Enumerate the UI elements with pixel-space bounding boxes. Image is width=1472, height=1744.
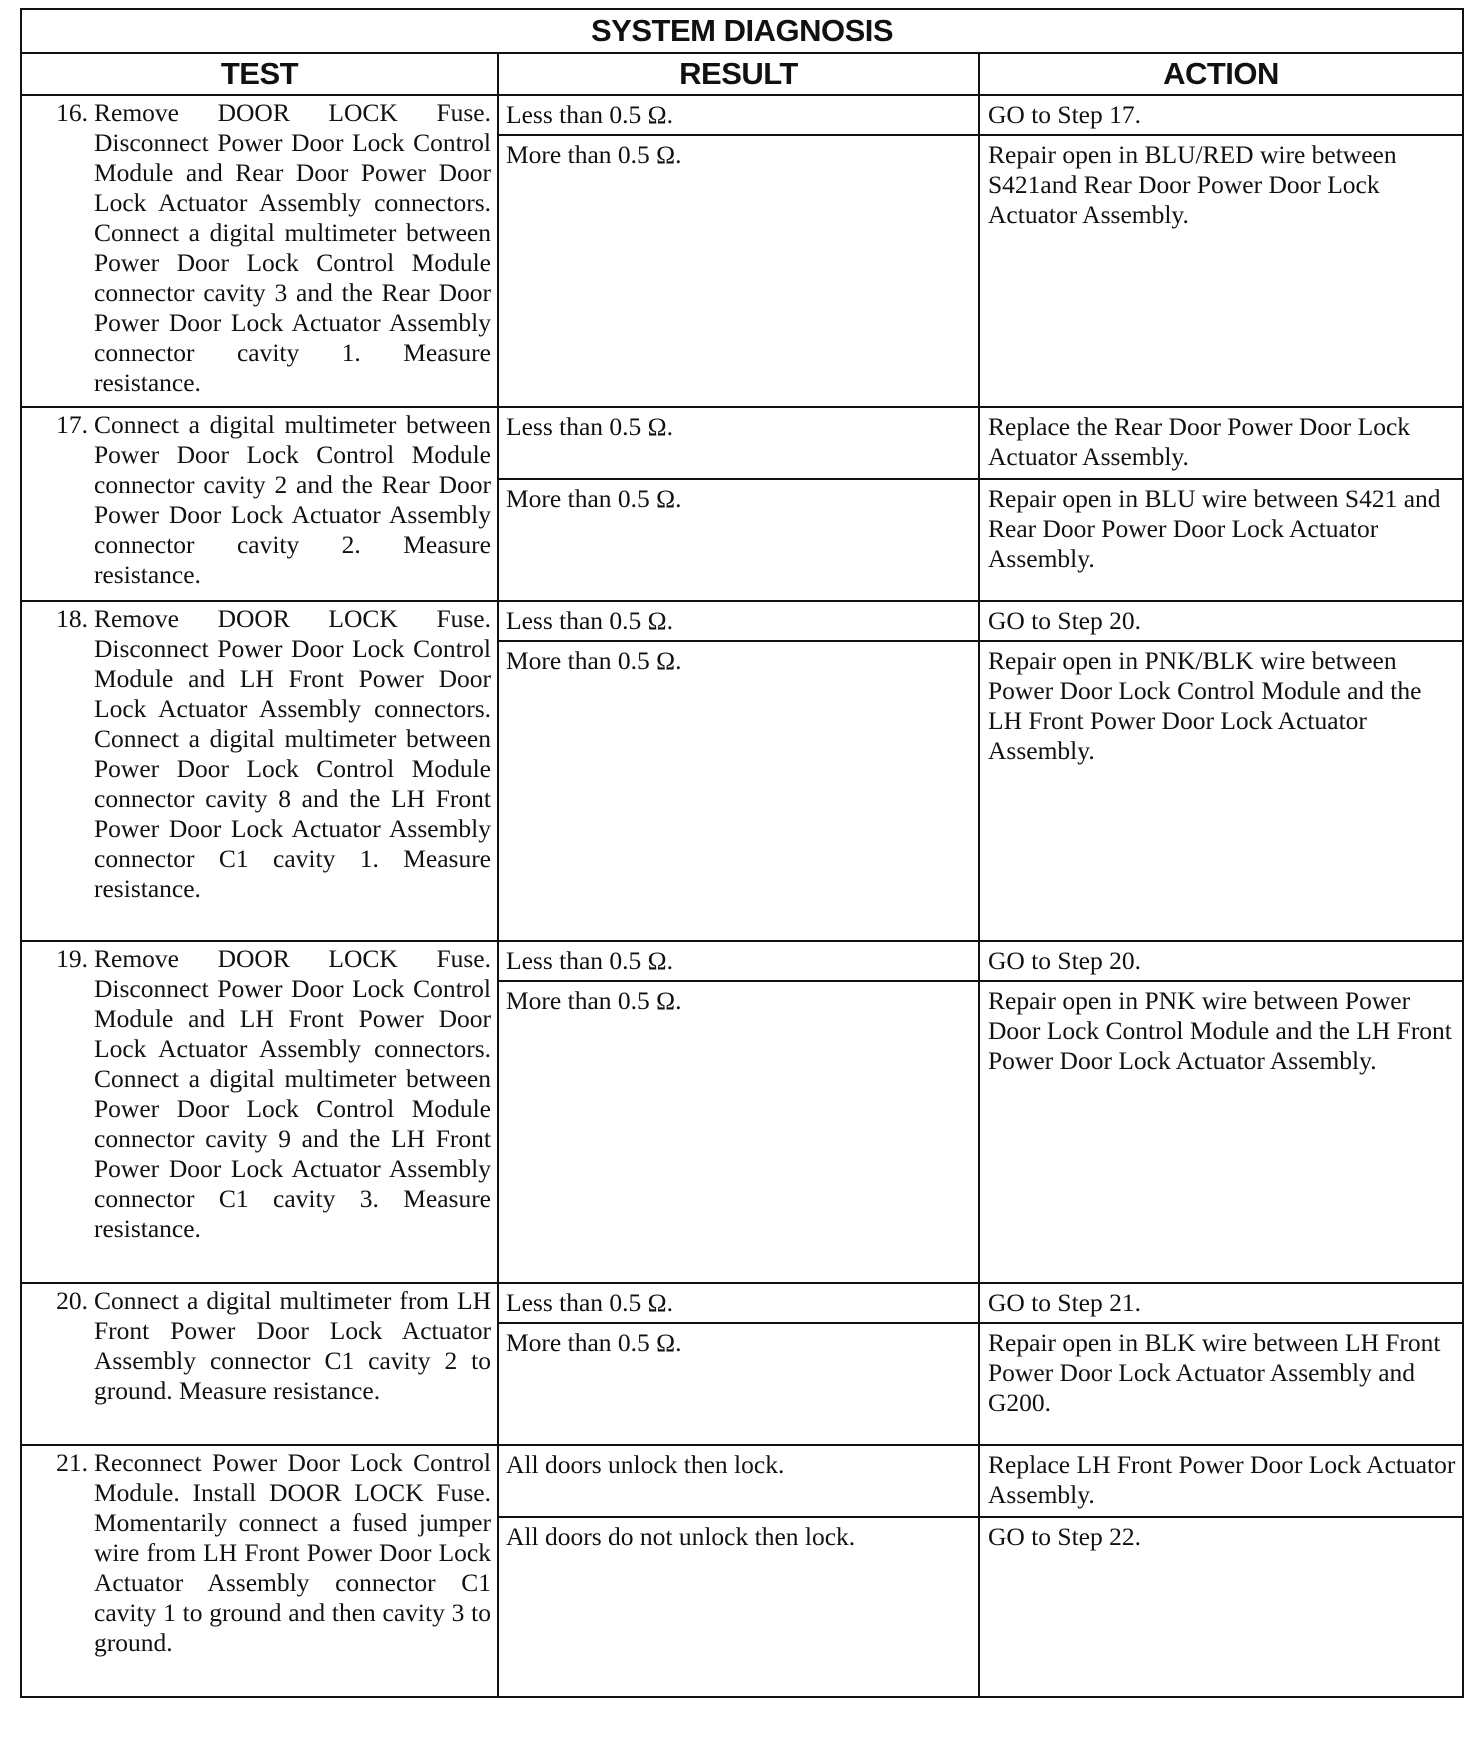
step-21-test-cell — [21, 1445, 498, 1697]
result-cell: All doors unlock then lock. — [498, 1445, 979, 1517]
result-cell: Less than 0.5 Ω. — [498, 407, 979, 479]
result-cell: More than 0.5 Ω. — [498, 1323, 979, 1445]
step-17-test-cell — [21, 407, 498, 601]
step-number: 16. — [56, 98, 88, 127]
action-cell: Replace LH Front Power Door Lock Actuator Assembly. — [979, 1445, 1463, 1517]
action-column-header: ACTION — [979, 53, 1463, 95]
result-cell: More than 0.5 Ω. — [498, 479, 979, 601]
step-number: 19. — [56, 944, 88, 973]
result-cell: Less than 0.5 Ω. — [498, 95, 979, 135]
action-cell: GO to Step 17. — [979, 95, 1463, 135]
step-19-row-a — [21, 941, 1463, 981]
action-cell: Replace the Rear Door Power Door Lock Actuator Assembly. — [979, 407, 1463, 479]
step-18-row-a — [21, 601, 1463, 641]
step-number: 17. — [56, 410, 88, 439]
step-number: 18. — [56, 604, 88, 633]
result-cell: All doors do not unlock then lock. — [498, 1517, 979, 1697]
step-number: 21. — [56, 1448, 88, 1477]
step-test-text: Connect a digital multimeter from LH Front Power Door Lock Actuator Assembly connector C1 cavity 2 to ground. Measure resistance. — [94, 1286, 491, 1405]
step-number: 20. — [56, 1286, 88, 1315]
action-cell: Repair open in PNK/BLK wire between Power Door Lock Control Module and the LH Front Power Door Lock Actuator Assembly. — [979, 641, 1463, 941]
action-cell: GO to Step 21. — [979, 1283, 1463, 1323]
step-17-row-a — [21, 407, 1463, 479]
result-cell: More than 0.5 Ω. — [498, 135, 979, 407]
action-cell: Repair open in BLU wire between S421 and Rear Door Power Door Lock Actuator Assembly. — [979, 479, 1463, 601]
title-row — [21, 9, 1463, 53]
action-cell: Repair open in BLU/RED wire between S421and Rear Door Power Door Lock Actuator Assembly. — [979, 135, 1463, 407]
result-cell: More than 0.5 Ω. — [498, 641, 979, 941]
result-cell: Less than 0.5 Ω. — [498, 1283, 979, 1323]
action-cell: GO to Step 20. — [979, 941, 1463, 981]
header-row — [21, 53, 1463, 95]
result-cell: Less than 0.5 Ω. — [498, 601, 979, 641]
system-diagnosis-document — [20, 8, 1462, 1698]
result-column-header: RESULT — [498, 53, 979, 95]
action-cell: Repair open in PNK wire between Power Door Lock Control Module and the LH Front Power Door Lock Actuator Assembly. — [979, 981, 1463, 1283]
step-test-text: Remove DOOR LOCK Fuse. Disconnect Power Door Lock Control Module and LH Front Power Door Lock Actuator Assembly connectors. Connect a digital multimeter between Power Door Lock Control Module connector cavity 9 and the LH Front Power Door Lock Actuator Assembly connector C1 cavity 3. Measure resistance. — [94, 944, 491, 1243]
action-cell: GO to Step 20. — [979, 601, 1463, 641]
action-cell: Repair open in BLK wire between LH Front Power Door Lock Actuator Assembly and G200. — [979, 1323, 1463, 1445]
step-16-test-cell — [21, 95, 498, 407]
diagnosis-table — [20, 8, 1464, 1698]
step-18-test-cell — [21, 601, 498, 941]
step-test-text: Reconnect Power Door Lock Control Module. Install DOOR LOCK Fuse. Momentarily connect a fused jumper wire from LH Front Power Door Lock Actuator Assembly connector C1 cavity 1 to ground and then cavity 3 to ground. — [94, 1448, 491, 1657]
step-16-row-a — [21, 95, 1463, 135]
result-cell: More than 0.5 Ω. — [498, 981, 979, 1283]
table-title: SYSTEM DIAGNOSIS — [21, 9, 1463, 53]
step-20-test-cell — [21, 1283, 498, 1445]
step-19-test-cell — [21, 941, 498, 1283]
step-20-row-a — [21, 1283, 1463, 1323]
step-test-text: Remove DOOR LOCK Fuse. Disconnect Power Door Lock Control Module and LH Front Power Door Lock Actuator Assembly connectors. Connect a digital multimeter between Power Door Lock Control Module connector cavity 8 and the LH Front Power Door Lock Actuator Assembly connector C1 cavity 1. Measure resistance. — [94, 604, 491, 903]
test-column-header: TEST — [21, 53, 498, 95]
step-test-text: Connect a digital multimeter between Power Door Lock Control Module connector cavity 2 and the Rear Door Power Door Lock Actuator Assembly connector cavity 2. Measure resistance. — [94, 410, 491, 589]
result-cell: Less than 0.5 Ω. — [498, 941, 979, 981]
action-cell: GO to Step 22. — [979, 1517, 1463, 1697]
step-test-text: Remove DOOR LOCK Fuse. Disconnect Power Door Lock Control Module and Rear Door Power Door Lock Actuator Assembly connectors. Connect a digital multimeter between Power Door Lock Control Module connector cavity 3 and the Rear Door Power Door Lock Actuator Assembly connector cavity 1. Measure resistance. — [94, 98, 491, 397]
step-21-row-a — [21, 1445, 1463, 1517]
